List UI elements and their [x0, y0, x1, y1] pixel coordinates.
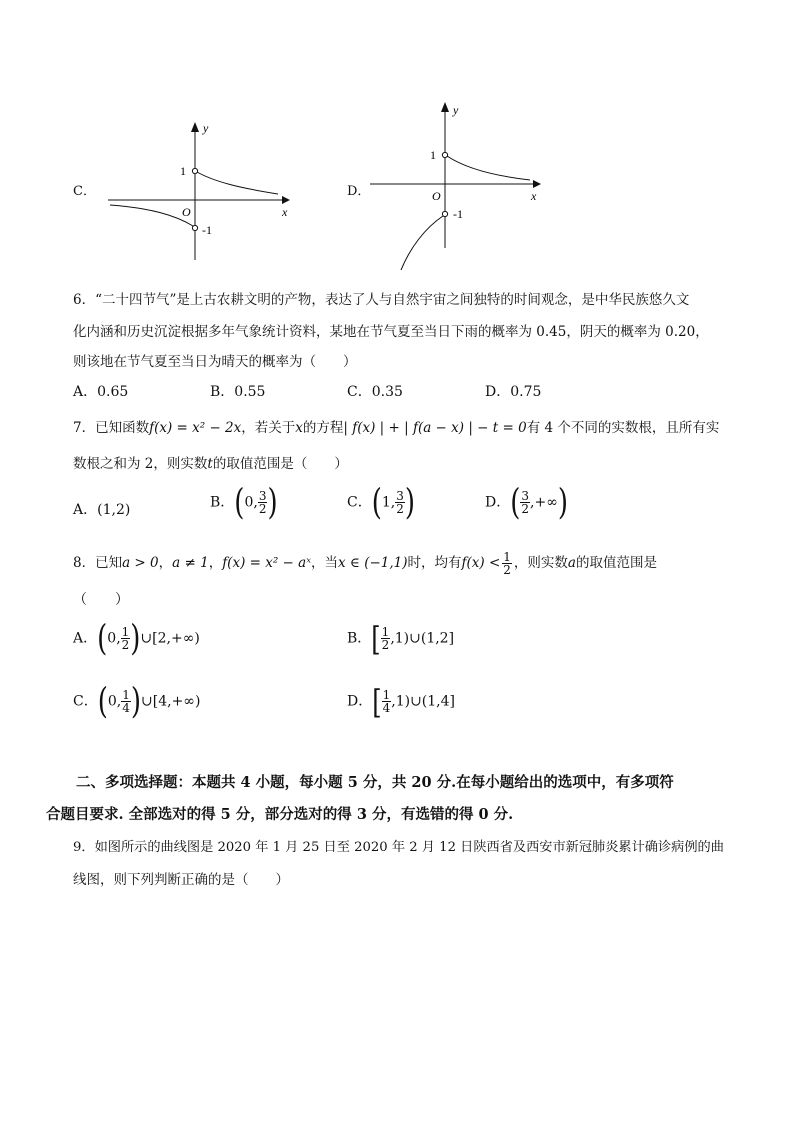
q8-option-c-den: 4	[122, 701, 130, 715]
q8-option-a-den: 2	[121, 638, 130, 652]
q8-line-1	[73, 551, 657, 576]
q8-option-b-den: 2	[381, 638, 390, 652]
q8-mid: ，当	[311, 555, 338, 571]
q7-line-2	[73, 454, 348, 474]
q8-option-b-right: ,1)∪(1,2]	[390, 630, 455, 647]
q8-cond1: a > 0	[122, 555, 159, 571]
q9-line-1: 9．如图所示的曲线图是 2020 年 1 月 25 日至 2020 年 2 月 12 日陕西省及西安市新冠肺炎累计确诊病例的曲	[73, 840, 724, 855]
q7-option-b-label: B．	[210, 494, 235, 511]
graph-d-y-label: y	[453, 103, 459, 117]
q7-option-b: B．(0, $\frac{3}{2}$ )	[210, 482, 278, 523]
q8-option-c: C．(0, $\frac{1}{4}$ )∪[4,+∞)	[73, 681, 201, 722]
q7-option-b-left: 0,	[244, 494, 258, 511]
q7-option-a	[73, 500, 130, 520]
q8-option-c-label: C．	[73, 693, 98, 710]
q8-half-den: 2	[503, 563, 511, 577]
q7-option-d-right: ,+∞	[530, 494, 558, 511]
graph-c-tick-1: 1	[180, 164, 186, 178]
graph-d-origin: O	[432, 189, 441, 203]
q7-mid2: 的方程	[302, 420, 344, 436]
q7-line2-prefix: 数根之和为 2，则实数	[73, 456, 208, 472]
q8-mid2: 时，均有	[407, 555, 462, 571]
q7-var-t: t	[207, 456, 213, 472]
section-2-line-2: 合题目要求. 全部选对的得 5 分，部分选对的得 3 分，有选错的得 0 分.	[46, 806, 514, 823]
q8-option-b: B．[ $\frac{1}{2}$ ,1)∪(1,2]	[347, 619, 455, 658]
q8-option-a: A．(0, $\frac{1}{2}$ )∪[2,+∞)	[73, 618, 200, 659]
q7-var-x: x	[295, 420, 303, 436]
q7-option-d-label: D．	[485, 494, 511, 511]
q8-paren: （ ）	[73, 592, 129, 608]
q7-option-c-num: 3	[396, 489, 404, 503]
q6-option-a: A．0.65	[73, 384, 129, 400]
q7-suffix: 有 4 个不同的实数根，且所有实	[526, 420, 720, 436]
q7-option-c-label: C．	[347, 494, 372, 511]
graph-d-tick-neg1: -1	[453, 207, 463, 221]
graph-c-y-label: y	[203, 121, 209, 135]
q7-option-b-den: 2	[258, 502, 267, 516]
q7-option-d: D．( $\frac{3}{2}$ ,+∞)	[485, 482, 569, 523]
q8-prefix: 8．已知	[73, 555, 123, 571]
q8-option-a-num: 1	[121, 625, 130, 639]
q6-option-c: C．0.35	[347, 384, 403, 400]
q8-option-d-label: D．	[347, 693, 373, 710]
q8-half-num: 1	[503, 550, 511, 564]
q7-option-b-num: 3	[258, 489, 267, 503]
q8-domain: x ∈ (−1,1)	[338, 555, 408, 571]
q8-option-a-right: ∪[2,+∞)	[140, 630, 200, 647]
q8-func: f(x) = x² − aˣ	[222, 555, 311, 571]
q7-func: f(x) = x² − 2x	[149, 420, 242, 436]
graph-d-x-label: x	[531, 189, 537, 203]
q8-suffix-pre: ，则实数	[513, 555, 568, 571]
q8-sep1: ，	[158, 555, 173, 571]
q7-mid: ，若关于	[241, 420, 296, 436]
q8-option-d: D．[ $\frac{1}{4}$ ,1)∪(1,4]	[347, 682, 455, 721]
q8-option-d-den: 4	[382, 701, 391, 715]
q8-option-a-left: 0,	[107, 630, 121, 647]
q7-option-a-value: (1,2)	[97, 502, 131, 518]
q8-option-c-left: 0,	[107, 693, 122, 710]
graph-d-tick-1: 1	[430, 148, 436, 162]
q6-option-b: B．0.55	[210, 384, 266, 400]
q7-option-d-num: 3	[521, 489, 530, 503]
q7-equation: | f(x) | + | f(a − x) | − t = 0	[343, 420, 527, 436]
graph-c-x-label: x	[282, 205, 288, 219]
q6-line-2: 化内涵和历史沉淀根据多年气象统计资料，某地在节气夏至当日下雨的概率为 0.45，阴天的概率为 0.20，	[73, 324, 709, 340]
graph-d-label: D．	[347, 184, 371, 199]
q7-option-d-den: 2	[521, 502, 530, 516]
q8-option-b-label: B．	[347, 630, 372, 647]
q8-option-d-num: 1	[382, 688, 391, 702]
q6-option-d: D．0.75	[485, 384, 542, 400]
q9-line-2: 线图，则下列判断正确的是（ ）	[73, 872, 289, 888]
q7-option-c: C．(1, $\frac{3}{2}$ )	[347, 482, 416, 523]
q8-ineq: f(x) <	[461, 555, 501, 571]
q8-suffix: 的取值范围是	[575, 555, 657, 571]
q7-option-a-label: A．	[73, 502, 98, 518]
q6-line-1: 6．“二十四节气”是上古农耕文明的产物，表达了人与自然宇宙之间独特的时间观念，是中华民族悠久文	[73, 292, 690, 308]
q7-line-1	[73, 418, 719, 438]
q8-var-a: a	[567, 555, 576, 571]
graph-c	[100, 110, 300, 270]
q8-option-d-right: ,1)∪(1,4]	[391, 693, 455, 710]
q8-cond2: a ≠ 1	[172, 555, 209, 571]
q7-option-c-left: 1,	[381, 494, 396, 511]
q8-option-b-num: 1	[381, 625, 390, 639]
q7-option-c-den: 2	[396, 502, 404, 516]
graph-d	[365, 98, 555, 273]
q7-prefix: 7．已知函数	[73, 420, 150, 436]
graph-c-label: C．	[73, 184, 96, 199]
q7-line2-suffix: 的取值范围是（ ）	[212, 456, 348, 472]
graph-c-tick-neg1: -1	[202, 223, 212, 237]
q8-sep2: ，	[208, 555, 223, 571]
section-2-line-1: 二、多项选择题：本题共 4 小题，每小题 5 分，共 20 分.在每小题给出的选项中，有多项符	[76, 774, 674, 791]
q8-option-c-num: 1	[122, 688, 130, 702]
q6-line-3: 则该地在节气夏至当日为晴天的概率为（ ）	[73, 354, 357, 370]
graph-c-origin: O	[182, 205, 191, 219]
q8-option-a-label: A．	[73, 630, 98, 647]
q8-option-c-right: ∪[4,+∞)	[141, 693, 201, 710]
